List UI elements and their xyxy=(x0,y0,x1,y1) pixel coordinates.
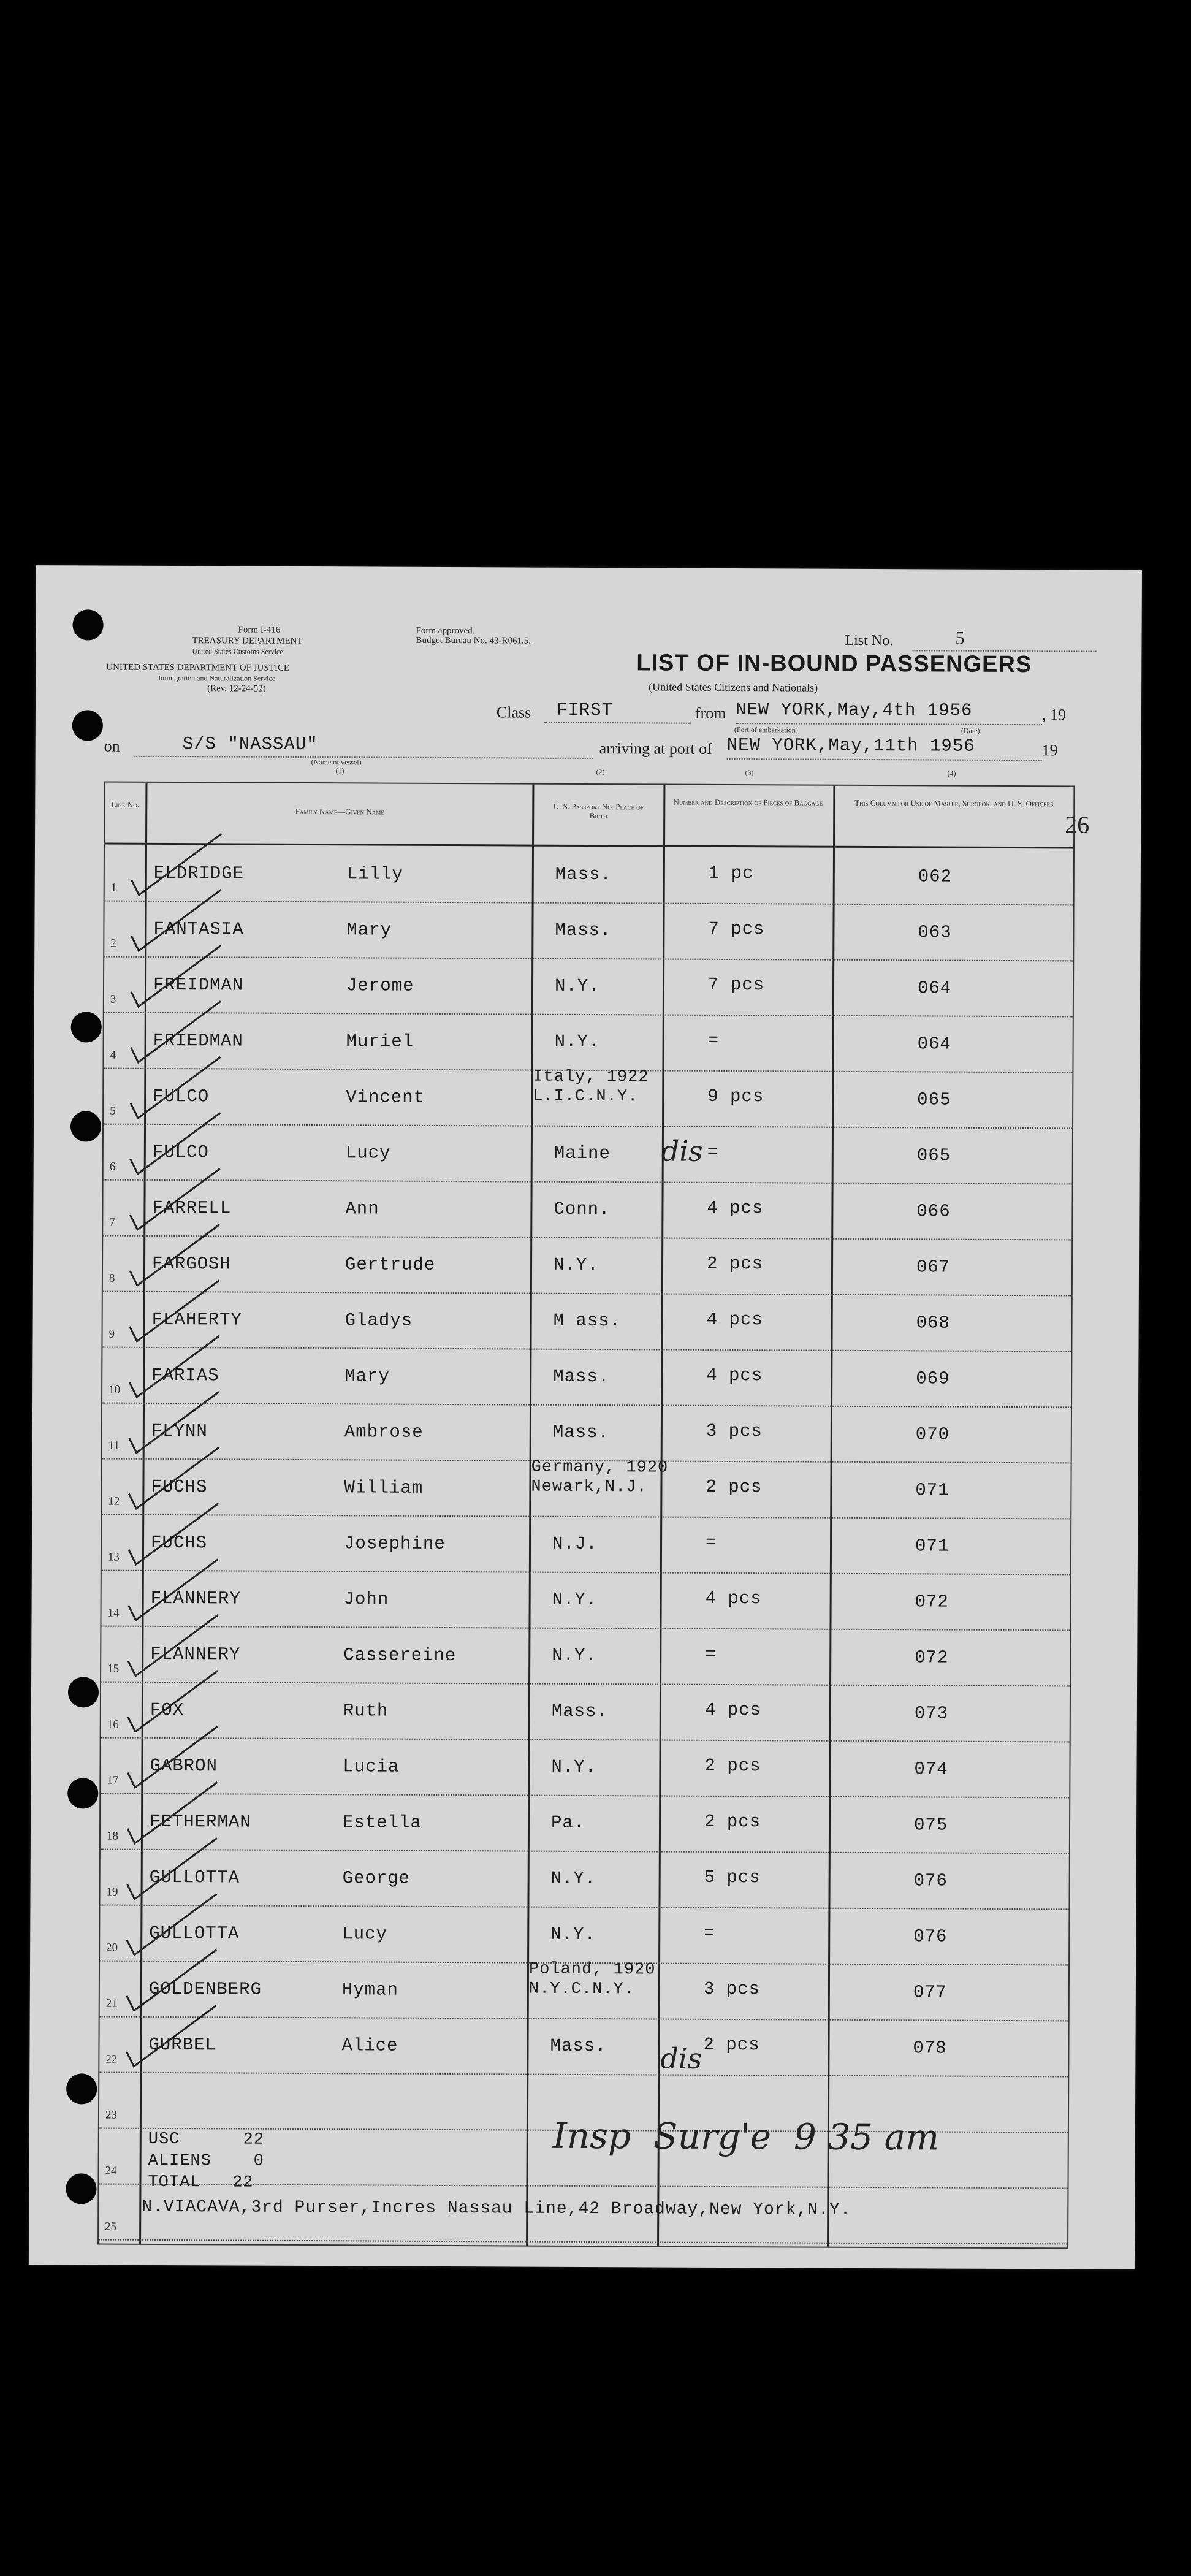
officer-code: 067 xyxy=(916,1257,951,1278)
line-number: 17 xyxy=(107,1774,119,1787)
baggage: 4 pcs xyxy=(706,1309,763,1330)
place-of-birth: Conn. xyxy=(554,1198,611,1220)
given-name: George xyxy=(342,1868,411,1889)
table-row xyxy=(103,1179,1071,1241)
family-name: FLYNN xyxy=(151,1420,208,1442)
place-of-birth: Pa. xyxy=(550,1812,585,1833)
table-row xyxy=(100,1849,1068,1910)
family-name: FLAHERTY xyxy=(151,1309,242,1330)
arriving-label: arriving at port of xyxy=(599,739,712,758)
punch-hole xyxy=(66,2073,97,2104)
arriving-value: NEW YORK,May,11th 1956 xyxy=(726,734,975,756)
given-name: Cassereine xyxy=(343,1645,457,1666)
line-number: 12 xyxy=(108,1495,120,1508)
vessel-field xyxy=(134,734,593,759)
treasury-dept: TREASURY DEPARTMENT xyxy=(192,636,303,646)
revision-date: (Rev. 12-24-52) xyxy=(207,684,266,694)
header-passport: U. S. Passport No. Place of Birth xyxy=(553,801,644,821)
line-number: 5 xyxy=(110,1104,116,1118)
baggage: 2 pcs xyxy=(704,1811,761,1832)
line-number: 22 xyxy=(105,2052,118,2066)
line-number: 23 xyxy=(105,2108,118,2122)
family-name: FARIAS xyxy=(151,1365,219,1386)
baggage: 9 pcs xyxy=(707,1086,764,1107)
table-row xyxy=(103,1235,1071,1297)
officer-code: 066 xyxy=(916,1201,951,1222)
place-of-birth: N.Y. xyxy=(552,1589,598,1610)
baggage: 3 pcs xyxy=(706,1420,763,1442)
family-name: FOX xyxy=(150,1699,185,1721)
family-name: FUCHS xyxy=(151,1476,208,1498)
table-row xyxy=(101,1682,1070,1743)
officer-code: 071 xyxy=(915,1480,949,1501)
officer-code: 073 xyxy=(914,1703,949,1724)
family-name: GABRON xyxy=(150,1755,218,1777)
caption-3: (3) xyxy=(745,768,754,777)
table-row xyxy=(99,2016,1068,2078)
officer-code: 065 xyxy=(916,1145,951,1166)
table-row xyxy=(102,1403,1071,1464)
place-of-birth: N.J. xyxy=(552,1533,598,1555)
given-name: Vincent xyxy=(346,1087,425,1108)
punch-hole xyxy=(72,609,103,640)
given-name: Jerome xyxy=(346,975,414,996)
line-number: 2 xyxy=(110,937,116,950)
family-name: FREIDMAN xyxy=(153,974,244,996)
given-name: Mary xyxy=(346,920,392,940)
inspector-signature: Insp Surg'e 9 35 am xyxy=(552,2114,940,2159)
place-of-birth: N.Y. xyxy=(550,1924,596,1945)
caption-2: (2) xyxy=(596,768,605,777)
family-name: FARRELL xyxy=(152,1197,232,1219)
punch-hole xyxy=(70,1111,101,1141)
officer-code: 075 xyxy=(913,1815,948,1835)
table-row xyxy=(100,1905,1068,1966)
family-name: FRIEDMAN xyxy=(153,1030,243,1051)
form-approved: Form approved. xyxy=(416,625,475,636)
place-of-birth: N.Y. xyxy=(554,975,600,997)
line-number: 19 xyxy=(106,1885,118,1899)
given-name: Josephine xyxy=(343,1533,446,1554)
totals-aliens: ALIENS 0 xyxy=(148,2151,264,2171)
punch-hole xyxy=(72,710,103,741)
officer-code: 063 xyxy=(918,922,952,943)
family-name: ELDRIDGE xyxy=(153,863,245,884)
family-name: GURBEL xyxy=(148,2034,216,2056)
table-row xyxy=(102,1347,1071,1408)
passenger-table xyxy=(97,782,1075,2249)
place-of-birth: N.Y. xyxy=(554,1031,600,1053)
punch-hole xyxy=(67,1778,98,1808)
line-number: 18 xyxy=(106,1829,119,1843)
from-label: from xyxy=(694,704,726,722)
line-number: 14 xyxy=(107,1606,120,1620)
family-name: FETHERMAN xyxy=(149,1811,251,1832)
officer-code: 076 xyxy=(913,1870,948,1891)
port-caption: (Port of embarkation) xyxy=(734,725,798,734)
table-row xyxy=(100,1961,1068,2022)
line-number: 21 xyxy=(105,1997,118,2010)
officer-code: 077 xyxy=(913,1982,948,2003)
officer-code: 062 xyxy=(918,866,953,887)
line-number: 4 xyxy=(110,1048,116,1062)
given-name: Lucy xyxy=(342,1924,387,1945)
officer-code: 070 xyxy=(915,1424,950,1445)
baggage: = xyxy=(705,1644,717,1664)
officer-code: 076 xyxy=(913,1926,948,1947)
line-number: 20 xyxy=(106,1941,118,1954)
handwritten-dis-2: dis xyxy=(660,2041,702,2075)
place-of-birth: Mass. xyxy=(553,1366,610,1387)
table-row xyxy=(101,1570,1070,1631)
officer-code: 069 xyxy=(916,1368,950,1389)
caption-1: (1) xyxy=(335,766,344,775)
form-number: Form I-416 xyxy=(238,625,281,635)
baggage: = xyxy=(705,1532,717,1553)
line-number: 9 xyxy=(108,1327,115,1341)
table-row xyxy=(104,1124,1072,1185)
justice-dept: UNITED STATES DEPARTMENT OF JUSTICE xyxy=(106,662,290,673)
family-name: FLANNERY xyxy=(150,1588,241,1609)
officer-code: 071 xyxy=(915,1536,949,1557)
line-number: 13 xyxy=(107,1550,120,1564)
given-name: Gladys xyxy=(344,1310,413,1331)
line-number: 11 xyxy=(108,1439,120,1452)
officer-code: 064 xyxy=(917,1034,951,1054)
baggage: 2 pcs xyxy=(704,1755,761,1777)
vessel-caption: (Name of vessel) xyxy=(311,758,362,767)
punch-hole xyxy=(71,1012,102,1042)
vessel-value: S/S "NASSAU" xyxy=(182,734,318,755)
place-of-birth: Poland, 1920 N.Y.C.N.Y. xyxy=(528,1960,656,1999)
ins-service: Immigration and Naturalization Service xyxy=(158,673,276,683)
purser-line: N.VIACAVA,3rd Purser,Incres Nassau Line,42 Broadway,New York,N.Y. xyxy=(142,2197,851,2220)
family-name: FARGOSH xyxy=(151,1253,231,1275)
baggage: 4 pcs xyxy=(705,1588,762,1609)
baggage: 4 pcs xyxy=(704,1699,761,1721)
budget-bureau: Budget Bureau No. 43-R061.5. xyxy=(416,635,531,646)
given-name: Ann xyxy=(345,1198,379,1219)
given-name: Muriel xyxy=(346,1031,414,1052)
table-row xyxy=(104,956,1073,1018)
baggage: 4 pcs xyxy=(706,1365,763,1386)
given-name: Ruth xyxy=(343,1701,389,1721)
line-number: 3 xyxy=(110,993,116,1006)
baggage: = xyxy=(704,1922,715,1943)
table-row xyxy=(102,1291,1071,1352)
family-name: FULCO xyxy=(152,1141,209,1163)
given-name: Gertrude xyxy=(344,1254,436,1275)
family-name: FANTASIA xyxy=(153,918,244,940)
baggage: 3 pcs xyxy=(703,1978,760,2000)
page-subtitle: (United States Citizens and Nationals) xyxy=(649,680,818,694)
line-number: 25 xyxy=(105,2220,117,2233)
place-of-birth: Germany, 1920 Newark,N.J. xyxy=(531,1458,669,1497)
line-number: 24 xyxy=(105,2164,117,2178)
officer-code: 065 xyxy=(917,1089,951,1110)
from-field xyxy=(735,699,1042,725)
given-name: Ambrose xyxy=(344,1422,424,1442)
list-no-label: List No. xyxy=(845,632,894,649)
given-name: John xyxy=(343,1589,389,1610)
baggage: 4 pcs xyxy=(707,1197,764,1219)
officer-code: 064 xyxy=(917,978,952,999)
family-name: GULLOTTA xyxy=(149,1867,240,1888)
table-row xyxy=(101,1626,1070,1687)
given-name: Mary xyxy=(344,1366,390,1387)
punch-hole xyxy=(66,2173,96,2204)
baggage: 5 pcs xyxy=(704,1867,761,1888)
year-suffix-2: 19 xyxy=(1041,741,1058,760)
header-line-no: Line No. xyxy=(111,799,139,809)
line-number: 10 xyxy=(108,1383,121,1397)
baggage: 7 pcs xyxy=(707,974,765,996)
place-of-birth: Italy, 1922 L.I.C.N.Y. xyxy=(533,1067,649,1107)
given-name: Alice xyxy=(341,2035,398,2056)
header-baggage: Number and Description of Pieces of Baggage xyxy=(673,797,823,807)
given-name: Lucy xyxy=(345,1143,391,1164)
place-of-birth: N.Y. xyxy=(551,1756,597,1778)
given-name: Lucia xyxy=(343,1756,400,1777)
table-row xyxy=(104,1012,1072,1073)
baggage: 1 pc xyxy=(708,863,754,884)
punch-hole xyxy=(68,1677,99,1707)
line-number: 1 xyxy=(110,881,117,894)
handwritten-dis-1: dis xyxy=(661,1134,703,1168)
line-number: 16 xyxy=(107,1718,119,1731)
given-name: William xyxy=(344,1477,424,1498)
customs-service: United States Customs Service xyxy=(192,647,283,656)
place-of-birth: Mass. xyxy=(551,1701,608,1722)
place-of-birth: Mass. xyxy=(550,2035,607,2057)
class-value: FIRST xyxy=(556,699,614,721)
given-name: Estella xyxy=(342,1812,422,1833)
list-no-field xyxy=(912,628,1096,652)
place-of-birth: N.Y. xyxy=(550,1868,596,1889)
table-row xyxy=(102,1514,1070,1576)
baggage: 2 pcs xyxy=(703,2034,760,2056)
family-name: GOLDENBERG xyxy=(148,1978,262,2000)
year-suffix: , 19 xyxy=(1041,706,1067,724)
baggage: 2 pcs xyxy=(706,1476,763,1498)
place-of-birth: Mass. xyxy=(555,864,612,885)
place-of-birth: N.Y. xyxy=(553,1254,599,1276)
table-row xyxy=(105,845,1073,906)
baggage: = xyxy=(707,1141,719,1162)
totals-total: TOTAL 22 xyxy=(148,2173,254,2192)
family-name: FULCO xyxy=(153,1086,210,1107)
place-of-birth: M ass. xyxy=(553,1310,622,1332)
line-number: 7 xyxy=(109,1216,115,1229)
baggage: 7 pcs xyxy=(708,918,765,940)
header-officers: This Column for Use of Master, Surgeon, and U. S. Officers xyxy=(854,798,1054,809)
list-no-value: 5 xyxy=(955,628,965,649)
caption-4: (4) xyxy=(947,769,956,778)
family-name: FLANNERY xyxy=(150,1644,241,1665)
officer-code: 072 xyxy=(915,1647,949,1668)
arriving-field xyxy=(726,734,1042,761)
officer-code: 068 xyxy=(916,1313,950,1333)
class-field xyxy=(544,699,691,724)
table-row xyxy=(104,1068,1072,1129)
table-row xyxy=(104,901,1073,962)
family-name: GULLOTTA xyxy=(149,1922,240,1944)
place-of-birth: N.Y. xyxy=(552,1645,597,1666)
line-number: 8 xyxy=(108,1271,115,1285)
line-number: 15 xyxy=(107,1662,120,1675)
from-value: NEW YORK,May,4th 1956 xyxy=(735,699,973,721)
date-caption: (Date) xyxy=(961,726,980,735)
page-title: LIST OF IN-BOUND PASSENGERS xyxy=(636,650,1032,678)
place-of-birth: Mass. xyxy=(552,1422,609,1443)
given-name: Lilly xyxy=(346,864,403,885)
place-of-birth: Mass. xyxy=(555,920,612,941)
officer-code: 072 xyxy=(915,1591,949,1612)
table-row xyxy=(102,1458,1070,1520)
manifest-page xyxy=(29,565,1142,2269)
officer-code: 074 xyxy=(914,1759,948,1780)
table-row xyxy=(101,1793,1069,1854)
place-of-birth: Maine xyxy=(554,1143,611,1164)
family-name: FUCHS xyxy=(150,1532,208,1553)
header-name: Family Name—Given Name xyxy=(295,806,384,817)
totals-usc: USC 22 xyxy=(148,2130,265,2149)
given-name: Hyman xyxy=(341,1980,398,2000)
line-number: 6 xyxy=(109,1160,116,1173)
table-row xyxy=(101,1737,1069,1799)
page-number: 26 xyxy=(1065,810,1090,839)
officer-code: 078 xyxy=(913,2038,947,2059)
baggage: 2 pcs xyxy=(706,1253,764,1275)
on-label: on xyxy=(104,737,120,755)
class-label: Class xyxy=(496,703,531,722)
baggage: = xyxy=(707,1030,720,1051)
